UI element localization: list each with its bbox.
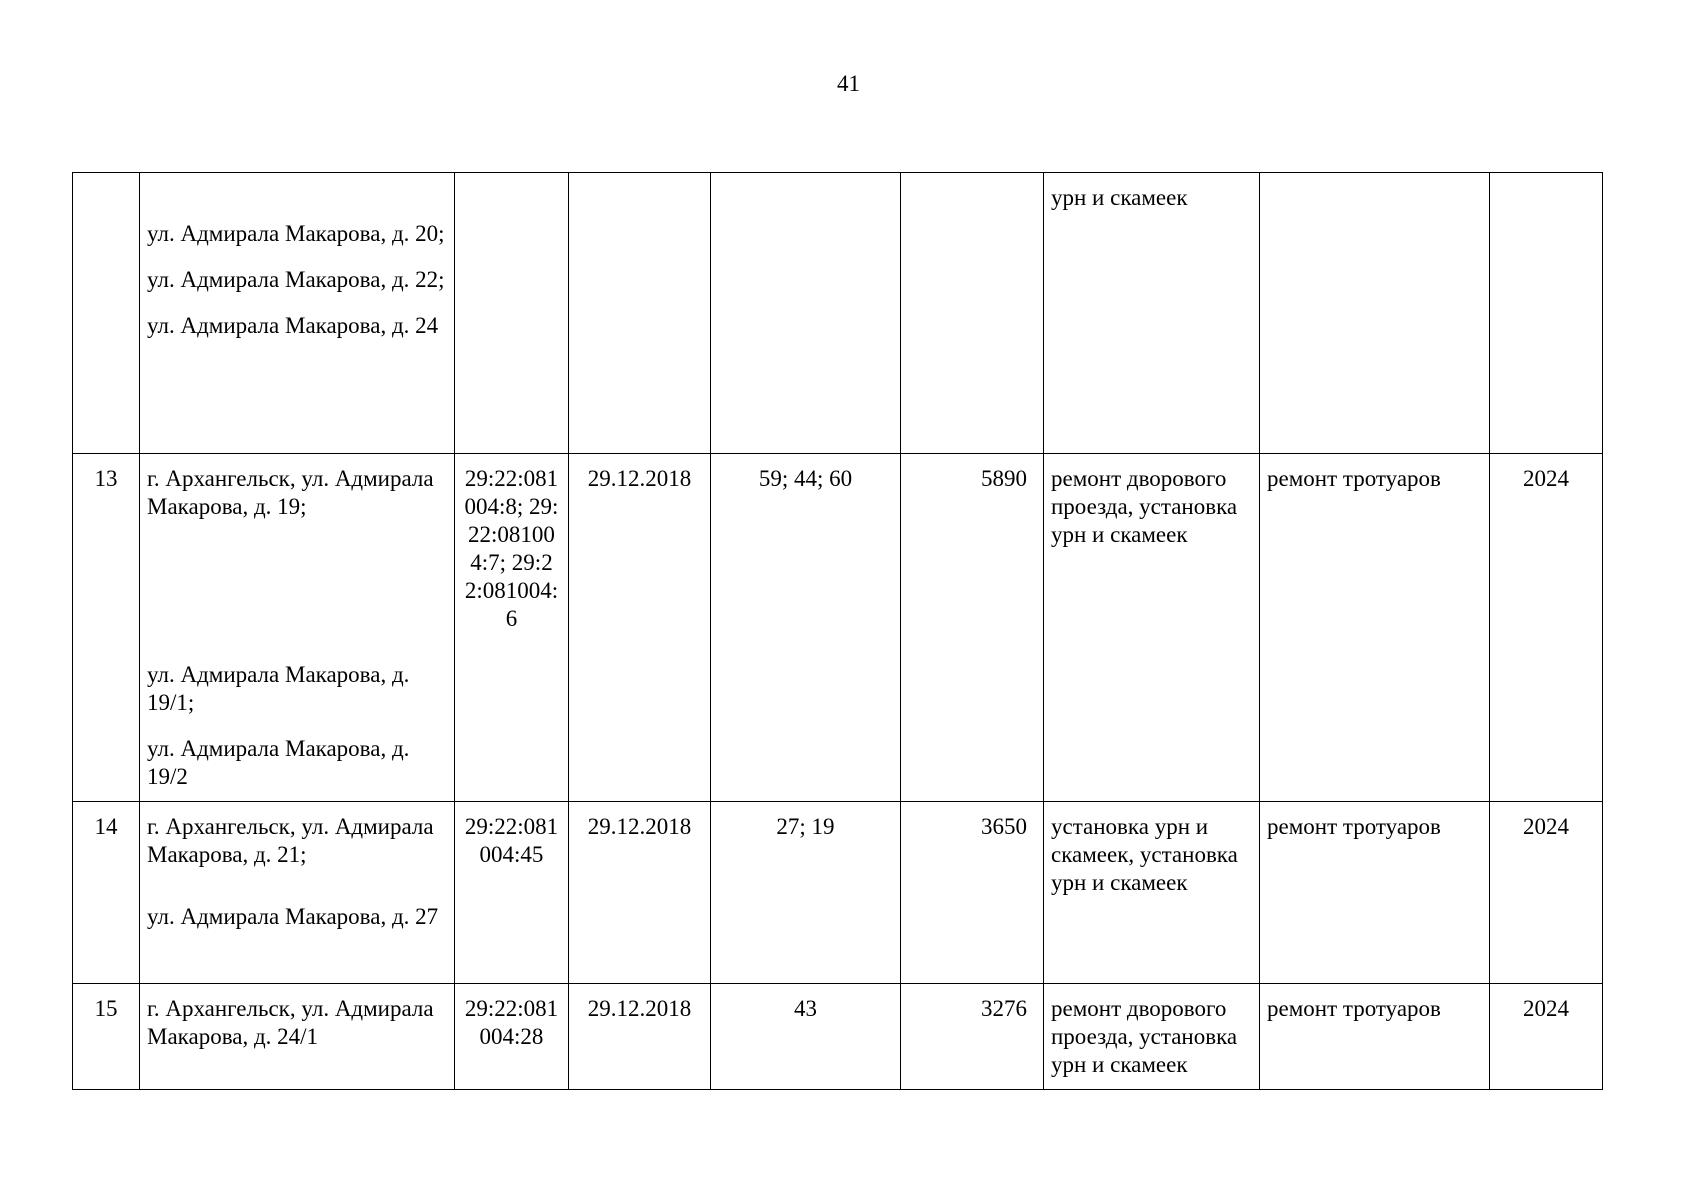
additional-works-cell: [1260, 173, 1490, 454]
address-line: ул. Адмирала Макарова, д. 22;: [147, 267, 445, 292]
cadastral-cell: 29:22:081004:8; 29:22:081004:7; 29:22:081004:6: [455, 454, 569, 802]
area-cell: 3650: [901, 802, 1044, 984]
date-cell: 29.12.2018: [569, 802, 711, 984]
address-line: г. Архангельск, ул. Адмирала Макарова, д. 24/1: [147, 996, 434, 1049]
cadastral-cell: [455, 173, 569, 454]
address-line: ул. Адмирала Макарова, д. 20;: [147, 221, 445, 246]
table-row: [73, 984, 1603, 1090]
date-cell: 29.12.2018: [569, 454, 711, 802]
date-cell: 29.12.2018: [569, 984, 711, 1090]
address-line: ул. Адмирала Макарова, д. 24: [147, 313, 439, 338]
address-cell: [140, 802, 455, 984]
apartments-cell: 43: [711, 984, 901, 1090]
area-cell: 5890: [901, 454, 1044, 802]
works-cell: установка урн и скамеек, установка урн и скамеек: [1044, 802, 1260, 984]
row-number-cell: 14: [73, 802, 140, 984]
address-cell: [140, 454, 455, 802]
address-line: г. Архангельск, ул. Адмирала Макарова, д. 21;: [147, 814, 434, 867]
apartments-cell: [711, 173, 901, 454]
additional-works-cell: ремонт тротуаров: [1260, 802, 1490, 984]
row-number-cell: 15: [73, 984, 140, 1090]
table-row: [73, 454, 1603, 802]
year-cell: 2024: [1490, 802, 1603, 984]
cadastral-cell: 29:22:081004:45: [455, 802, 569, 984]
address-line: ул. Адмирала Макарова, д. 27: [147, 904, 439, 929]
page-number: 41: [837, 71, 860, 96]
row-number-cell: 13: [73, 454, 140, 802]
row-number-cell: [73, 173, 140, 454]
date-cell: [569, 173, 711, 454]
year-cell: 2024: [1490, 454, 1603, 802]
cadastral-cell: 29:22:081004:28: [455, 984, 569, 1090]
year-cell: [1490, 173, 1603, 454]
address-line: ул. Адмирала Макарова, д. 19/2: [147, 736, 410, 789]
apartments-cell: 27; 19: [711, 802, 901, 984]
address-cell: [140, 984, 455, 1090]
year-cell: 2024: [1490, 984, 1603, 1090]
area-cell: 3276: [901, 984, 1044, 1090]
address-line: г. Архангельск, ул. Адмирала Макарова, д. 19;: [147, 466, 434, 519]
works-cell: ремонт дворового проезда, установка урн и скамеек: [1044, 984, 1260, 1090]
area-cell: [901, 173, 1044, 454]
additional-works-cell: ремонт тротуаров: [1260, 984, 1490, 1090]
additional-works-cell: ремонт тротуаров: [1260, 454, 1490, 802]
apartments-cell: 59; 44; 60: [711, 454, 901, 802]
table-row: [73, 173, 1603, 454]
objects-table: [72, 172, 1603, 1090]
table-row: [73, 802, 1603, 984]
address-line: ул. Адмирала Макарова, д. 19/1;: [147, 662, 410, 715]
works-cell: ремонт дворового проезда, установка урн и скамеек: [1044, 454, 1260, 802]
address-cell: [140, 173, 455, 454]
works-cell: урн и скамеек: [1044, 173, 1260, 454]
